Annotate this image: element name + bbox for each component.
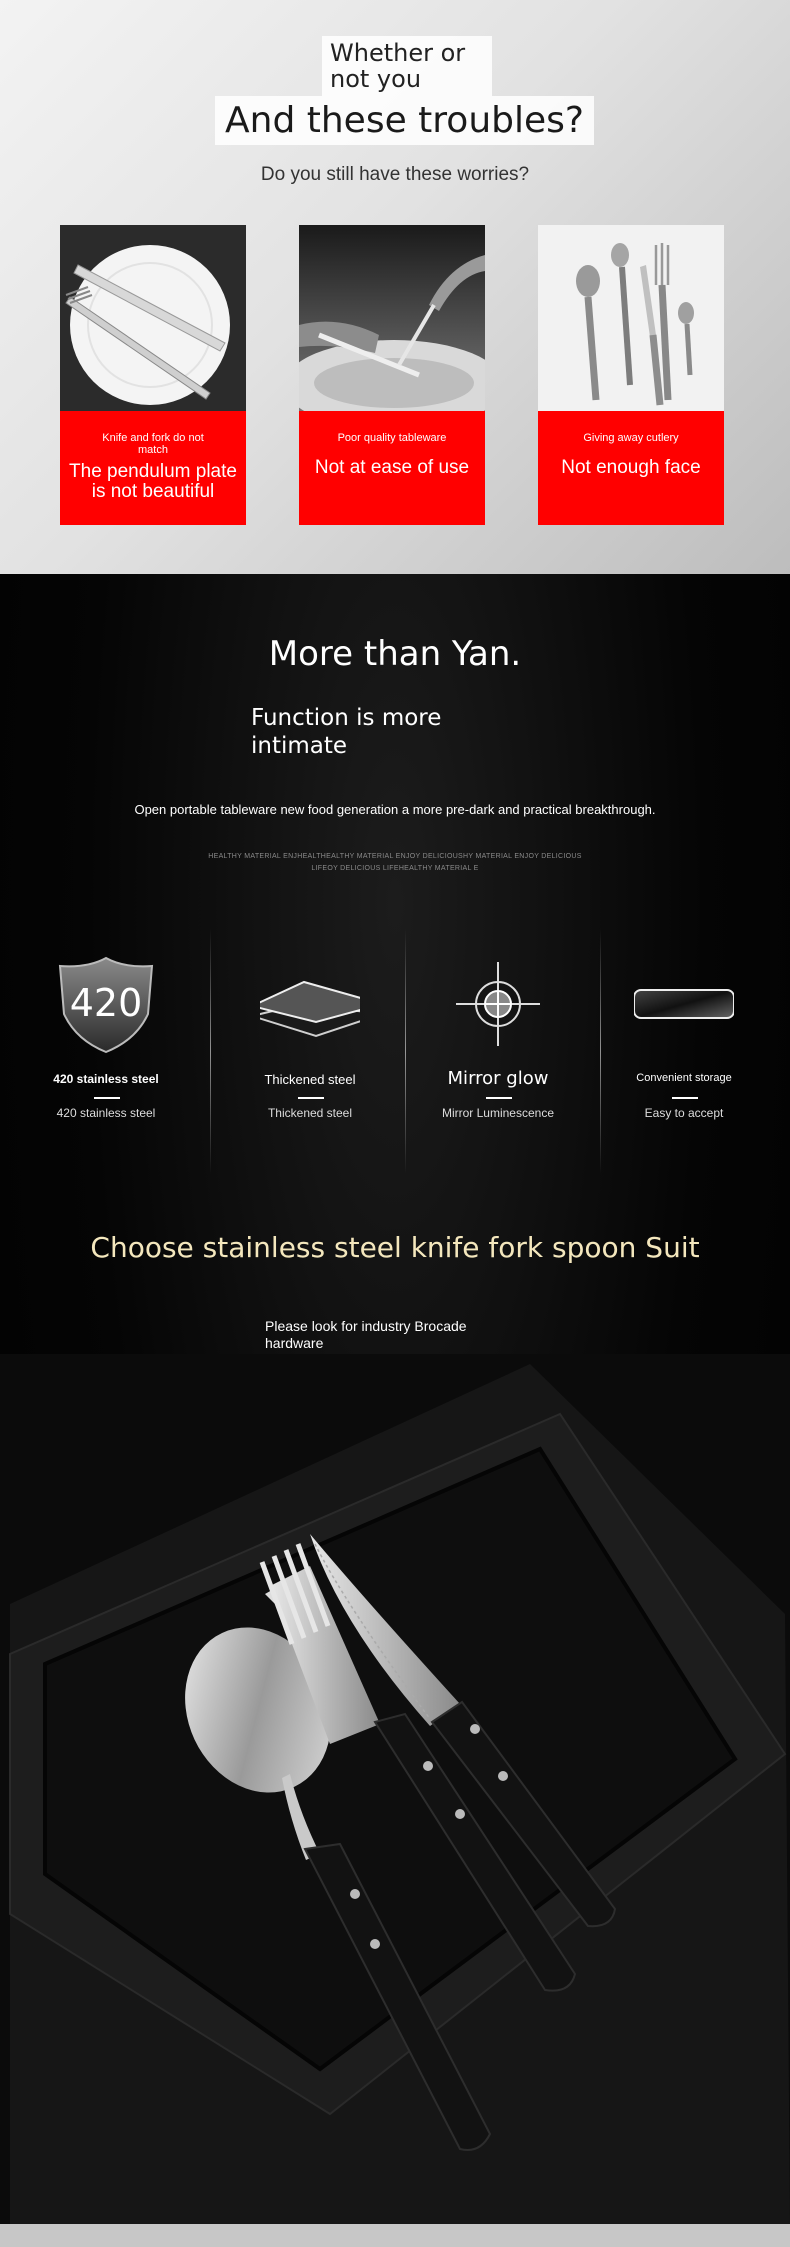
feature-item [212, 934, 408, 1164]
cutlery-set-image [538, 225, 724, 411]
layers-icon [260, 954, 360, 1054]
crosshair-icon [448, 954, 548, 1054]
feature-item [586, 934, 782, 1164]
dining-hands-image [299, 225, 485, 411]
bottom-strip [0, 2224, 790, 2247]
intro-line: Whether or not you [322, 36, 492, 96]
shield-420-icon [56, 954, 156, 1054]
plate-cutlery-image [60, 225, 246, 411]
trouble-card [60, 225, 246, 525]
feature-label: Convenient storage [636, 1072, 732, 1084]
trouble-card [299, 225, 485, 525]
trouble-caption: Knife and fork do not match The pendulum plate is not beautiful [60, 411, 246, 525]
feature-sublabel: 420 stainless steel [56, 1106, 156, 1120]
feature-divider-line [210, 929, 211, 1174]
troubles-subheading: Do you still have these worries? [260, 164, 530, 185]
features-title: More than Yan. [268, 634, 522, 674]
features-section [0, 574, 790, 2224]
svg-text:420: 420 [69, 981, 143, 1025]
feature-item [8, 934, 204, 1164]
features-tagline: HEALTHY MATERIAL ENJHEALTHEALTHY MATERIAL ENJOY DELICIOUSHY MATERIAL ENJOY DELICIOUS LIFEOY DELICIOUS LIFEHEALTHY MATERIAL E [208, 853, 582, 872]
feature-label: 420 stainless steel [53, 1072, 159, 1086]
troubles-heading: And these troubles? [215, 96, 594, 145]
feature-item [400, 934, 596, 1164]
feature-divider [298, 1097, 324, 1099]
features-subtitle: Function is more intimate [251, 705, 442, 759]
feature-sublabel: Thickened steel [267, 1106, 353, 1120]
feature-label: Mirror glow [447, 1068, 549, 1089]
feature-sublabel: Mirror Luminescence [441, 1106, 555, 1120]
storage-bar-icon [634, 954, 734, 1054]
feature-label: Thickened steel [264, 1072, 356, 1087]
feature-divider [672, 1097, 698, 1099]
feature-divider [486, 1097, 512, 1099]
trouble-card [538, 225, 724, 525]
feature-divider [94, 1097, 120, 1099]
features-description: Open portable tableware new food generation a more pre-dark and practical breakthrough. [134, 802, 656, 817]
troubles-section [0, 0, 790, 574]
trouble-caption: Poor quality tableware Not at ease of use [299, 411, 485, 525]
trouble-caption: Giving away cutlery Not enough face [538, 411, 724, 525]
cutlery-box-image [0, 1354, 790, 2224]
product-note: Please look for industry Brocade hardware [265, 1318, 467, 1351]
feature-sublabel: Easy to accept [644, 1106, 724, 1120]
product-title: Choose stainless steel knife fork spoon Suit [90, 1231, 700, 1264]
